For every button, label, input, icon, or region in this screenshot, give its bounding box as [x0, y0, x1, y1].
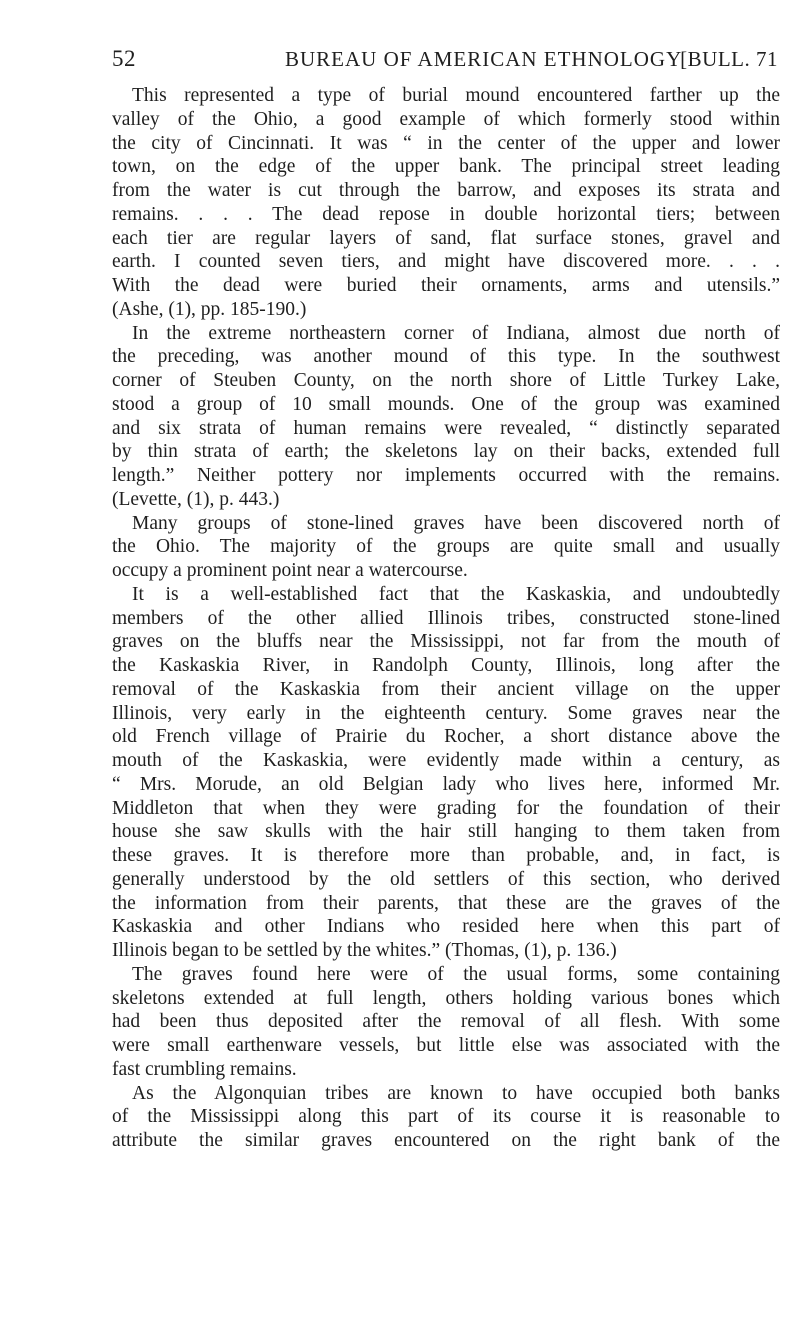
text-line: graves on the bluffs near the Mississippi, not far from the mouth of — [112, 631, 780, 653]
text-line: these graves. It is therefore more than probable, and, in fact, is — [112, 845, 780, 866]
text-line: the preceding, was another mound of this type. In the southwest — [112, 346, 780, 368]
text-line: In the extreme northeastern corner of Indiana, almost due north of — [132, 322, 780, 344]
text-line: earth. I counted seven tiers, and might have discovered more. . . . — [112, 251, 780, 273]
text-line: of the Mississippi along this part of its course it is reasonable to — [112, 1106, 780, 1128]
text-line: house she saw skulls with the hair still hanging to them taken from — [112, 821, 780, 843]
text-line: the city of Cincinnati. It was “ in the center of the upper and lower — [112, 132, 780, 154]
text-line: (Ashe, (1), pp. 185-190.) — [112, 298, 307, 320]
text-line: and six strata of human remains were revealed, “ distinctly separated — [112, 417, 780, 439]
text-line: Illinois began to be settled by the whites.” (Thomas, (1), p. 136.) — [112, 940, 617, 961]
text-line: mouth of the Kaskaskia, were evidently made within a century, as — [112, 750, 780, 771]
text-line: remains. . . . The dead repose in double horizontal tiers; between — [112, 203, 780, 225]
text-line: (Levette, (1), p. 443.) — [112, 488, 280, 510]
body-text — [112, 84, 780, 1153]
page-header — [112, 46, 778, 76]
running-title: BUREAU OF AMERICAN ETHNOLOGY — [285, 47, 683, 71]
text-line: Many groups of stone-lined graves have been discovered north of — [132, 512, 780, 534]
series-label: [BULL. 71 — [680, 47, 778, 71]
text-line: by thin strata of earth; the skeletons lay on their backs, extended full — [112, 441, 780, 463]
text-line: Kaskaskia and other Indians who resided here when this part of — [112, 916, 780, 938]
text-line: attribute the similar graves encountered on the right bank of the — [112, 1130, 780, 1151]
text-line: length.” Neither pottery nor implements occurred with the remains. — [112, 465, 780, 486]
text-line: had been thus deposited after the removal of all flesh. With some — [112, 1011, 780, 1033]
text-line: corner of Steuben County, on the north shore of Little Turkey Lake, — [112, 370, 780, 391]
text-line: “ Mrs. Morude, an old Belgian lady who lives here, informed Mr. — [112, 773, 780, 795]
text-line: Middleton that when they were grading for the foundation of their — [112, 797, 780, 819]
text-line: the information from their parents, that these are the graves of the — [112, 892, 780, 914]
text-line: Illinois, very early in the eighteenth century. Some graves near the — [112, 702, 780, 724]
text-line: town, on the edge of the upper bank. The principal street leading — [112, 156, 780, 178]
text-line: were small earthenware vessels, but little else was associated with the — [112, 1035, 780, 1056]
text-line: The graves found here were of the usual forms, some containing — [132, 963, 780, 985]
text-line: the Kaskaskia River, in Randolph County, Illinois, long after the — [112, 655, 780, 676]
text-line: generally understood by the old settlers of this section, who derived — [112, 868, 780, 890]
text-line: from the water is cut through the barrow, and exposes its strata and — [112, 180, 780, 201]
page-number: 52 — [112, 46, 136, 71]
text-line: removal of the Kaskaskia from their ancient village on the upper — [112, 678, 780, 700]
text-line: stood a group of 10 small mounds. One of the group was examined — [112, 393, 780, 415]
text-line: valley of the Ohio, a good example of which formerly stood within — [112, 108, 780, 130]
text-line: As the Algonquian tribes are known to have occupied both banks — [132, 1082, 780, 1104]
text-line: members of the other allied Illinois tribes, constructed stone-lined — [112, 607, 780, 629]
text-line: skeletons extended at full length, others holding various bones which — [112, 987, 780, 1009]
text-line: each tier are regular layers of sand, flat surface stones, gravel and — [112, 227, 780, 249]
text-line: the Ohio. The majority of the groups are quite small and usually — [112, 536, 780, 558]
text-line: occupy a prominent point near a watercourse. — [112, 560, 468, 581]
text-line: This represented a type of burial mound encountered farther up the — [132, 85, 780, 106]
text-line: fast crumbling remains. — [112, 1058, 297, 1080]
text-line: It is a well-established fact that the Kaskaskia, and undoubtedly — [132, 583, 780, 605]
text-line: With the dead were buried their ornaments, arms and utensils.” — [112, 275, 780, 296]
text-line: old French village of Prairie du Rocher, a short distance above the — [112, 726, 780, 748]
